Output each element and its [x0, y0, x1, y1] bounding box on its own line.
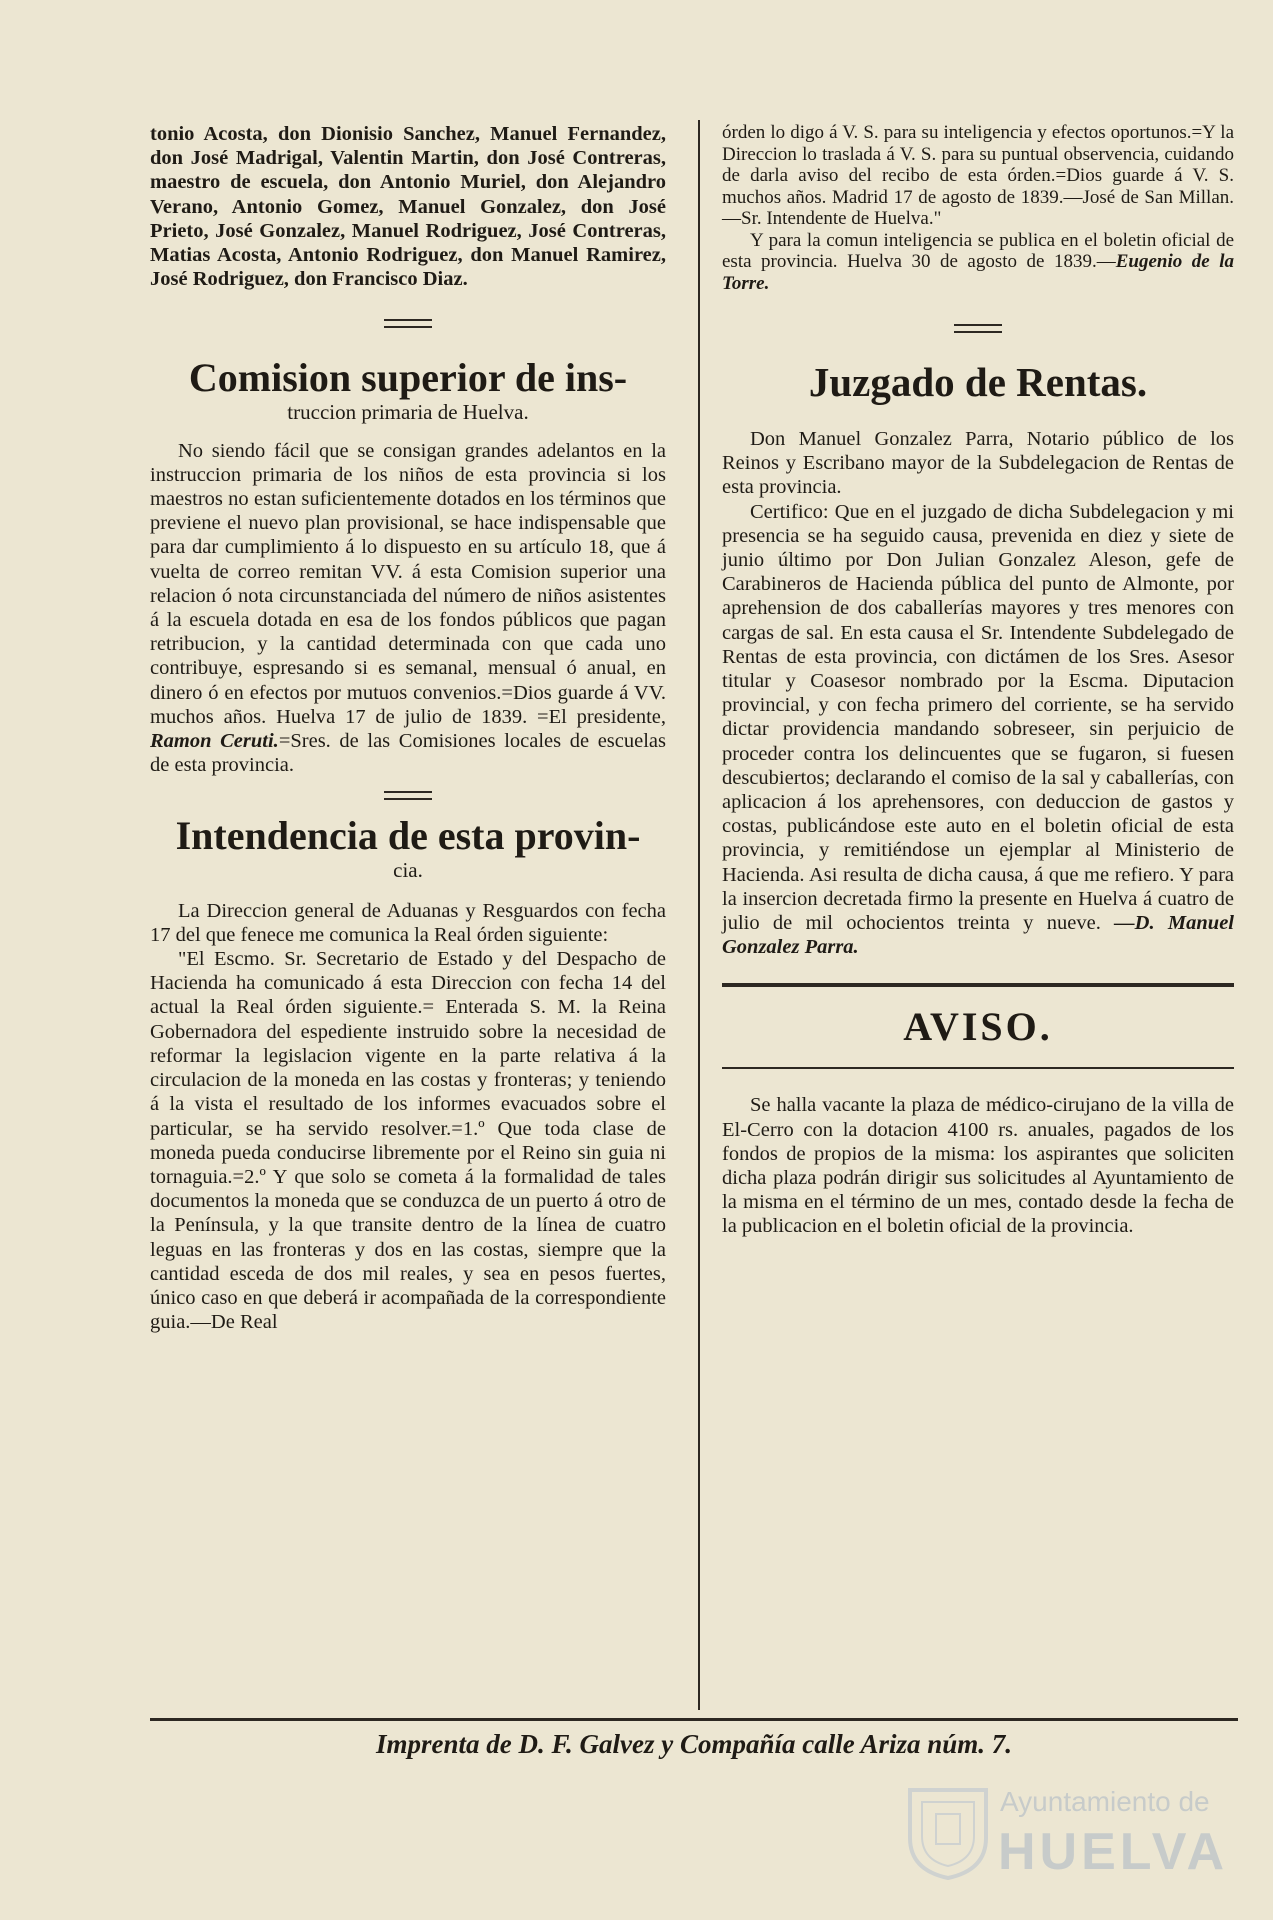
comun-text: Y para la comun inteligencia se publica en el boletin oficial de esta provincia. Huelva 30 de agosto de 1839.— — [722, 229, 1234, 272]
right-column — [722, 122, 1234, 1239]
aviso-paragraph: Se halla vacante la plaza de médico-cirujano de la villa de El-Cerro con la dotacion 4100 rs. anuales, pagados de los fondos de propios de la misma: los aspirantes que soliciten dicha plaza podrán dirigir sus solicitudes al Ayuntamiento de la misma en el término de un mes, contado desde la fecha de la publicacion en el boletin oficial de la provincia. — [722, 1094, 1234, 1238]
juzgado-paragraph-2 — [722, 500, 1234, 960]
comision-paragraph — [150, 439, 666, 778]
comision-signature: Ramon Ceruti. — [150, 730, 279, 753]
juzgado-signature: —D. Manuel Gonzalez Parra. — [722, 912, 1235, 959]
section-separator — [954, 324, 1002, 333]
heading-comision: Comision superior de ins- — [188, 355, 628, 401]
footer-rule — [150, 1718, 1238, 1721]
aviso-top-rule — [722, 983, 1234, 987]
column-divider — [698, 120, 700, 1710]
juzgado-text: Certifico: Que en el juzgado de dicha Subdelegacion y mi presencia se ha seguido causa, prevenida en diez y siete de junio último por Don Julian Gonzalez Aleson, gefe de Carabineros de Hacienda pública del punto de Almonte, por aprehension de dos caballerías mayores y tres menores con cargas de sal. En esta causa el Sr. Intendente Subdelegado de Rentas de esta provincia, con dictámen de los Sres. Asesor titular y Coasesor nombrado por la Escma. Diputacion provincial, y con fecha primero del corriente, se ha servido dictar providencia mandando sobreseer, sin perjuicio de proceder contra los delincuentes que se fugaron, si fuesen descubiertos; declarando el comiso de la sal y caballerías, con aplicacion á los aprehensores, con deduccion de gastos y costas, publicándose este auto en el boletin oficial de esta provincia, y remitiéndose un ejemplar al Ministerio de Hacienda. Asi resulta de dicha causa, á que me refiero. Y para la insercion decretada firmo la presente en Huelva á cuatro de julio de mil ochocientos treinta y nueve. — [722, 500, 1234, 935]
comun-signature: Eugenio de la Torre. — [722, 251, 1234, 294]
section-separator — [384, 319, 432, 328]
watermark-line-2: HUELVA — [998, 1823, 1229, 1881]
aviso-title: AVISO. — [903, 1004, 1053, 1050]
comun-paragraph — [722, 230, 1234, 295]
intendencia-paragraph-2: "El Escmo. Sr. Secretario de Estado y del Despacho de Hacienda ha comunicado á esta Direccion con fecha 14 del actual la Real órden siguiente.= Enterada S. M. la Reina Gobernadora del espediente instruido sobre la necesidad de reformar la legislacion vigente en la parte relativa á la circulacion de la moneda en las costas y fronteras; y teniendo á la vista el resultado de los informes evacuados sobre el particular, se ha servido resolver.=1.º Que toda clase de moneda pueda conducirse libremente por el Reino sin guia ni tornaguia.=2.º Y que solo se cometa á la formalidad de tales documentos la moneda que se conduzca de un puerto á otro de la Península, y la que transite dentro de la línea de cuatro leguas en las fronteras y dos en las costas, siempre que la cantidad esceda de dos mil reales, y sea en pesos fuertes, único caso en que deberá ir acompañada de la correspondiente guia.—De Real — [150, 948, 666, 1334]
heading-intendencia-sub: cia. — [393, 858, 423, 883]
heading-comision-sub: truccion primaria de Huelva. — [287, 400, 529, 425]
ayuntamiento-watermark — [900, 1776, 1240, 1886]
heading-juzgado: Juzgado de Rentas. — [808, 359, 1148, 405]
orden-paragraph: órden lo digo á V. S. para su inteligencia y efectos oportunos.=Y la Direccion lo traslada á V. S. para su puntual observencia, cuidando de darla aviso del recibo de esta órden.=Dios guarde á V. S. muchos años. Madrid 17 de agosto de 1839.—José de San Millan.—Sr. Intendente de Huelva." — [722, 122, 1234, 229]
left-column — [150, 122, 666, 1334]
juzgado-paragraph-1: Don Manuel Gonzalez Parra, Notario público de los Reinos y Escribano mayor de la Subdelegacion de Rentas de esta provincia. — [722, 428, 1234, 499]
intendencia-paragraph-1: La Direccion general de Aduanas y Resguardos con fecha 17 del que fenece me comunica la Real órden siguiente: — [150, 899, 666, 946]
printer-footer: Imprenta de D. F. Galvez y Compañía calle Ariza núm. 7. — [375, 1729, 1013, 1759]
section-separator — [384, 791, 432, 800]
comision-text: No siendo fácil que se consigan grandes adelantos en la instruccion primaria de los niños de esta provincia si los maestros no estan suficientemente dotados en los términos que previene el nuevo plan provisional, se hace indispensable que para dar cumplimiento á lo dispuesto en su artículo 18, que á vuelta de correo remitan VV. á esta Comision superior una relacion ó nota circunstanciada del número de niños asistentes á la escuela dotada en esa de los fondos públicos que pagan retribucion, y la cantidad determinada con que cada uno contribuye, espresando si es semanal, mensual ó anual, en dinero ó en efectos por mutuos convenios.=Dios guarde á VV. muchos años. Huelva 17 de julio de 1839. =El presidente, — [150, 439, 666, 728]
aviso-bottom-rule — [722, 1067, 1234, 1069]
city-seal-icon — [900, 1780, 996, 1880]
heading-intendencia: Intendencia de esta provin- — [175, 813, 641, 859]
comision-addressee: =Sres. de las Comisiones locales de escuelas de esta provincia. — [150, 730, 666, 777]
names-paragraph: tonio Acosta, don Dionisio Sanchez, Manuel Fernandez, don José Madrigal, Valentin Martin, don José Contreras, maestro de escuela, don Antonio Muriel, don Alejandro Verano, Antonio Gomez, Manuel Gonzalez, don José Prieto, José Gonzalez, Manuel Rodriguez, José Contreras, Matias Acosta, Antonio Rodriguez, don Manuel Ramirez, José Rodriguez, don Francisco Diaz. — [150, 123, 666, 291]
watermark-line-1: Ayuntamiento de — [1000, 1786, 1210, 1817]
